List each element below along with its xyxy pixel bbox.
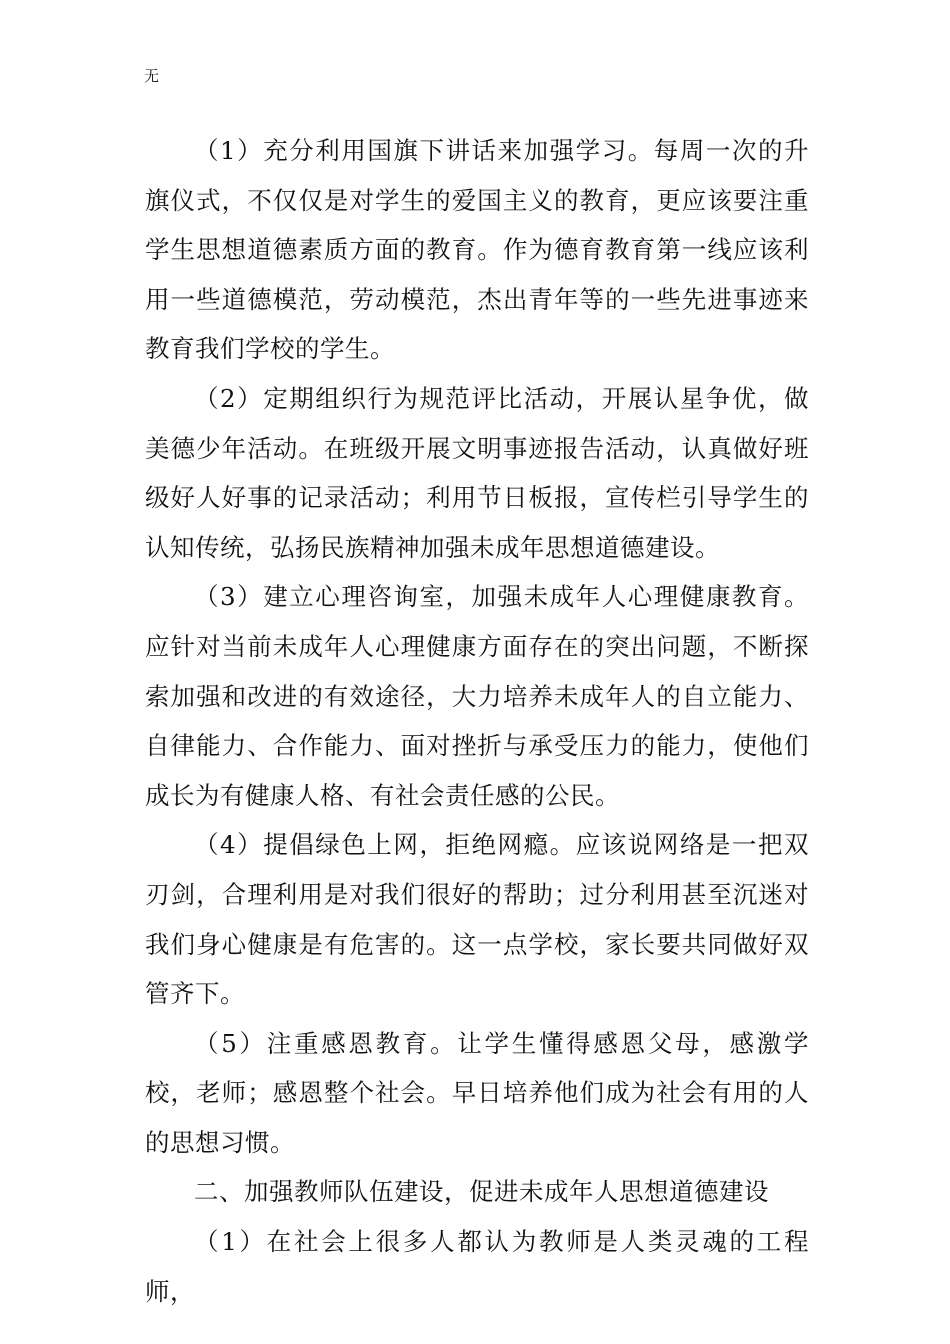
paragraph-4: （4）提倡绿色上网，拒绝网瘾。应该说网络是一把双刃剑，合理利用是对我们很好的帮助；过分利用甚至沉迷对我们身心健康是有危害的。这一点学校，家长要共同做好双管齐下。 <box>145 830 809 1009</box>
section-heading: 二、加强教师队伍建设，促进未成年人思想道德建设 <box>194 1177 769 1207</box>
paragraph-3: （3）建立心理咨询室，加强未成年人心理健康教育。应针对当前未成年人心理健康方面存在的突出问题，不断探索加强和改进的有效途径，大力培养未成年人的自立能力、自律能力、合作能力、面对挫折与承受压力的能力，使他们成长为有健康人格、有社会责任感的公民。 <box>145 582 809 810</box>
paragraph-1: （1）充分利用国旗下讲话来加强学习。每周一次的升旗仪式，不仅仅是对学生的爱国主义的教育，更应该要注重学生思想道德素质方面的教育。作为德育教育第一线应该利用一些道德模范，劳动模范，杰出青年等的一些先进事迹来教育我们学校的学生。 <box>145 136 809 364</box>
paragraph-2: （2）定期组织行为规范评比活动，开展认星争优，做美德少年活动。在班级开展文明事迹报告活动，认真做好班级好人好事的记录活动；利用节日板报，宣传栏引导学生的认知传统，弘扬民族精神加强未成年思想道德建设。 <box>145 383 809 562</box>
document-body <box>145 126 809 1316</box>
paragraph-5: （5）注重感恩教育。让学生懂得感恩父母，感激学校，老师；感恩整个社会。早日培养他们成为社会有用的人的思想习惯。 <box>145 1028 809 1157</box>
paragraph-6: （1）在社会上很多人都认为教师是人类灵魂的工程师， <box>145 1227 809 1306</box>
page-header: 无 <box>144 67 160 85</box>
